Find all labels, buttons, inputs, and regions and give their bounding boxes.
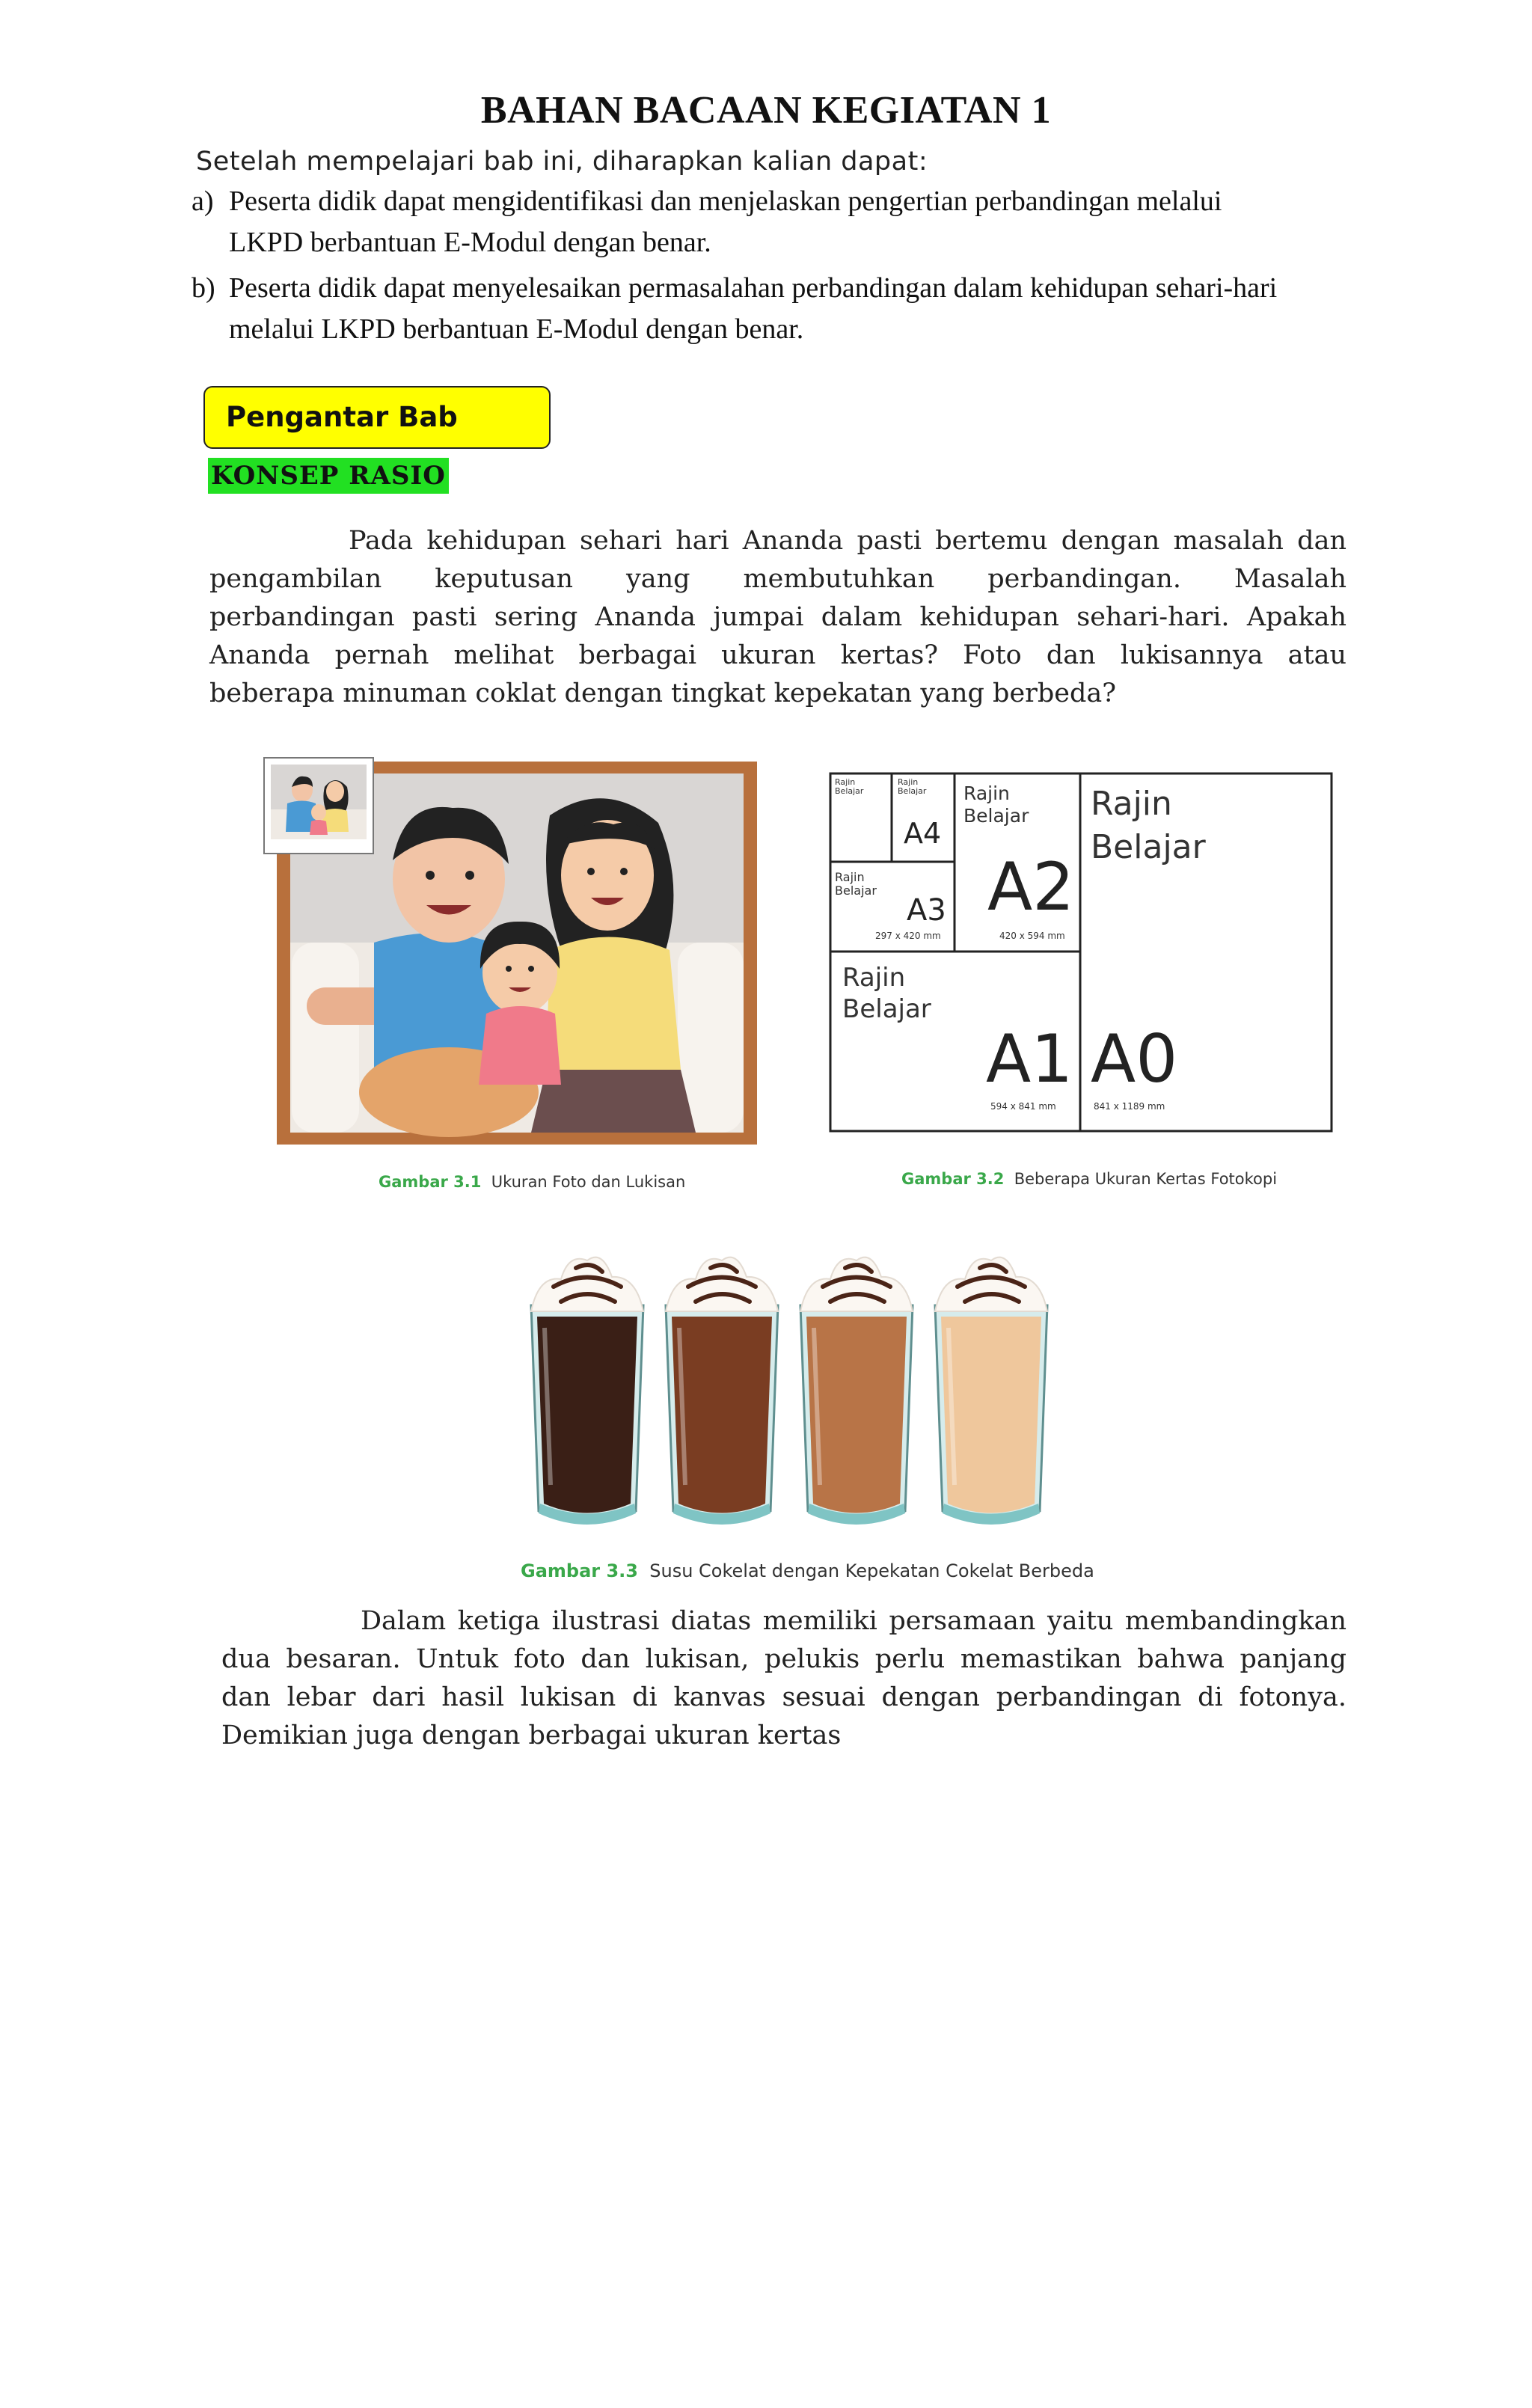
paper-brand-a4: Rajin Belajar [898,777,927,796]
drink-glass [935,1257,1047,1525]
objective-line: Peserta didik dapat menyelesaikan permasalahan perbandingan dalam kehidupan sehari-hari [229,272,1278,304]
paper-label-a1: A1 [986,1020,1073,1097]
drink-glass [531,1257,643,1525]
figure-text: Ukuran Foto dan Lukisan [491,1173,686,1191]
objective-line: LKPD berbantuan E-Modul dengan benar. [229,227,711,258]
objective-marker: a) [192,186,214,217]
family-photo-thumbnail [263,757,374,854]
objective-line: melalui LKPD berbantuan E-Modul dengan benar. [229,313,804,345]
objective-marker: b) [192,272,215,304]
paper-brand-a0: Rajin Belajar [1091,785,1206,866]
paper-size-a2: 420 x 594 mm [999,931,1065,941]
figure-text: Susu Cokelat dengan Kepekatan Cokelat Berbeda [649,1560,1094,1581]
figure-text: Beberapa Ukuran Kertas Fotokopi [1014,1170,1278,1188]
paragraph-line: beberapa minuman coklat dengan tingkat kepekatan yang berbeda? [209,678,1117,708]
figure-caption [901,1170,1277,1188]
paragraph-line: dua besaran. Untuk foto dan lukisan, pelukis perlu memastikan bahwa panjang [221,1644,1346,1674]
page-title: BAHAN BACAAN KEGIATAN 1 [480,89,1052,132]
paper-label-a0: A0 [1091,1020,1178,1097]
paper-brand-a2: Rajin Belajar [963,782,1029,827]
paper-label-a4: A4 [904,817,942,850]
section-box: Pengantar Bab [203,386,551,449]
paper-size-a3: 297 x 420 mm [875,931,941,941]
paragraph-line: pengambilan keputusan yang membutuhkan perbandingan. Masalah [209,564,1346,594]
chocolate-drinks-illustration [516,1246,1077,1537]
paper-brand-a5: Rajin Belajar [835,777,864,796]
paper-label-a2: A2 [987,848,1075,925]
objective-item [192,268,1418,358]
paragraph-line: perbandingan pasti sering Ananda jumpai dalam kehidupan sehari-hari. Apakah [209,602,1346,632]
figure-caption [379,1173,685,1191]
drink-glass [800,1257,913,1525]
paper-brand-a3: Rajin Belajar [835,870,877,898]
paragraph-line: Dalam ketiga ilustrasi diatas memiliki persamaan yaitu membandingkan [361,1606,1346,1636]
paragraph-1 [209,522,1346,713]
paper-size-a0: 841 x 1189 mm [1094,1101,1165,1112]
paragraph-2 [221,1602,1346,1755]
paper-size-diagram [829,772,1333,1133]
paper-brand-a1: Rajin Belajar [842,963,931,1024]
figure-label: Gambar 3.1 [379,1173,482,1191]
paragraph-line: Demikian juga dengan berbagai ukuran kertas [221,1721,842,1750]
figure-label: Gambar 3.3 [521,1560,638,1581]
paper-label-a3: A3 [907,893,946,928]
paragraph-line: Ananda pernah melihat berbagai ukuran kertas? Foto dan lukisannya atau [209,640,1346,670]
paragraph-line: dan lebar dari hasil lukisan di kanvas sesuai dengan perbandingan di fotonya. [221,1682,1346,1712]
drink-glass [666,1257,778,1525]
figure-caption [521,1560,1094,1581]
paper-size-a1: 594 x 841 mm [990,1101,1056,1112]
paragraph-line: Pada kehidupan sehari hari Ananda pasti bertemu dengan masalah dan [349,526,1346,556]
objective-item [192,181,1418,271]
intro-text: Setelah mempelajari bab ini, diharapkan kalian dapat: [196,147,928,177]
objective-line: Peserta didik dapat mengidentifikasi dan menjelaskan pengertian perbandingan melalui [229,186,1222,217]
drinks-group [531,1257,1047,1525]
figure-label: Gambar 3.2 [901,1170,1005,1188]
concept-heading: KONSEP RASIO [208,458,449,494]
